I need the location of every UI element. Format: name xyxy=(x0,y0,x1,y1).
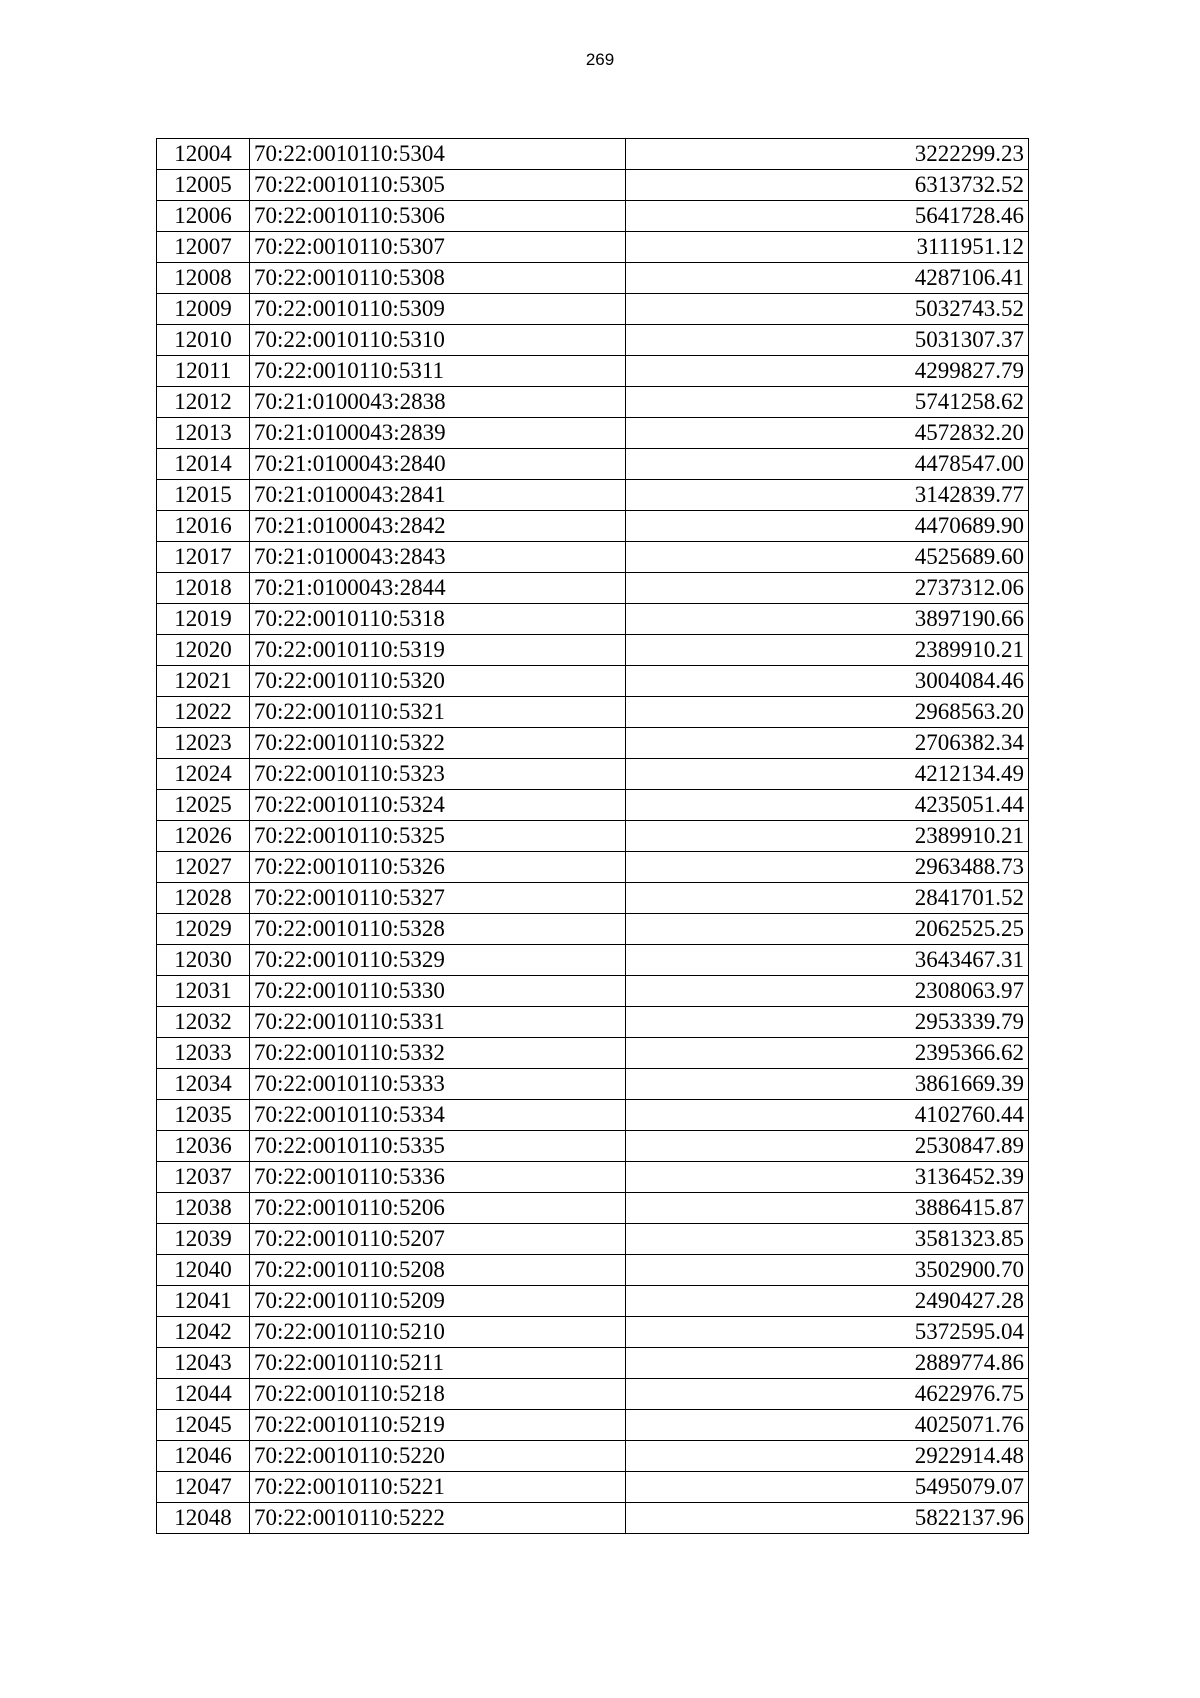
row-number-cell: 12037 xyxy=(157,1162,250,1193)
cadastral-value-cell: 2395366.62 xyxy=(626,1038,1029,1069)
cadastral-value-cell: 3897190.66 xyxy=(626,604,1029,635)
table-row xyxy=(157,1410,1029,1441)
table-row xyxy=(157,914,1029,945)
cadastral-value-cell: 2530847.89 xyxy=(626,1131,1029,1162)
table-row xyxy=(157,294,1029,325)
cadastral-value-cell: 4622976.75 xyxy=(626,1379,1029,1410)
cadastral-number-cell: 70:21:0100043:2843 xyxy=(250,542,626,573)
table-row xyxy=(157,418,1029,449)
table-row xyxy=(157,1069,1029,1100)
row-number-cell: 12013 xyxy=(157,418,250,449)
cadastral-value-cell: 5822137.96 xyxy=(626,1503,1029,1534)
table-row xyxy=(157,1038,1029,1069)
cadastral-number-cell: 70:22:0010110:5304 xyxy=(250,139,626,170)
cadastral-number-cell: 70:22:0010110:5210 xyxy=(250,1317,626,1348)
cadastral-number-cell: 70:22:0010110:5219 xyxy=(250,1410,626,1441)
table-row xyxy=(157,1100,1029,1131)
table-row xyxy=(157,1472,1029,1503)
table-row xyxy=(157,666,1029,697)
row-number-cell: 12007 xyxy=(157,232,250,263)
cadastral-value-cell: 4470689.90 xyxy=(626,511,1029,542)
row-number-cell: 12034 xyxy=(157,1069,250,1100)
table-row xyxy=(157,1286,1029,1317)
table-row xyxy=(157,201,1029,232)
cadastral-number-cell: 70:22:0010110:5222 xyxy=(250,1503,626,1534)
cadastral-number-cell: 70:22:0010110:5308 xyxy=(250,263,626,294)
cadastral-number-cell: 70:22:0010110:5321 xyxy=(250,697,626,728)
row-number-cell: 12031 xyxy=(157,976,250,1007)
cadastral-value-cell: 4102760.44 xyxy=(626,1100,1029,1131)
page-number: 269 xyxy=(585,50,615,69)
cadastral-number-cell: 70:22:0010110:5325 xyxy=(250,821,626,852)
table-body xyxy=(157,139,1029,1534)
cadastral-number-cell: 70:22:0010110:5208 xyxy=(250,1255,626,1286)
cadastral-value-cell: 2389910.21 xyxy=(626,635,1029,666)
table-row xyxy=(157,1007,1029,1038)
table-row xyxy=(157,1255,1029,1286)
cadastral-number-cell: 70:22:0010110:5221 xyxy=(250,1472,626,1503)
cadastral-number-cell: 70:22:0010110:5323 xyxy=(250,759,626,790)
cadastral-number-cell: 70:22:0010110:5328 xyxy=(250,914,626,945)
row-number-cell: 12036 xyxy=(157,1131,250,1162)
cadastral-number-cell: 70:22:0010110:5326 xyxy=(250,852,626,883)
row-number-cell: 12046 xyxy=(157,1441,250,1472)
cadastral-value-cell: 2889774.86 xyxy=(626,1348,1029,1379)
table-row xyxy=(157,945,1029,976)
cadastral-value-cell: 4235051.44 xyxy=(626,790,1029,821)
cadastral-number-cell: 70:22:0010110:5218 xyxy=(250,1379,626,1410)
table-row xyxy=(157,728,1029,759)
cadastral-value-cell: 2737312.06 xyxy=(626,573,1029,604)
cadastral-value-table xyxy=(156,138,1029,1534)
cadastral-number-cell: 70:22:0010110:5322 xyxy=(250,728,626,759)
cadastral-value-cell: 2706382.34 xyxy=(626,728,1029,759)
cadastral-value-cell: 6313732.52 xyxy=(626,170,1029,201)
cadastral-number-cell: 70:21:0100043:2838 xyxy=(250,387,626,418)
row-number-cell: 12039 xyxy=(157,1224,250,1255)
table-row xyxy=(157,356,1029,387)
row-number-cell: 12045 xyxy=(157,1410,250,1441)
cadastral-value-cell: 4478547.00 xyxy=(626,449,1029,480)
table-row xyxy=(157,1441,1029,1472)
cadastral-number-cell: 70:22:0010110:5309 xyxy=(250,294,626,325)
table-row xyxy=(157,1317,1029,1348)
cadastral-number-cell: 70:22:0010110:5332 xyxy=(250,1038,626,1069)
row-number-cell: 12029 xyxy=(157,914,250,945)
table-row xyxy=(157,449,1029,480)
cadastral-number-cell: 70:22:0010110:5329 xyxy=(250,945,626,976)
cadastral-number-cell: 70:21:0100043:2842 xyxy=(250,511,626,542)
row-number-cell: 12017 xyxy=(157,542,250,573)
cadastral-number-cell: 70:22:0010110:5306 xyxy=(250,201,626,232)
cadastral-number-cell: 70:22:0010110:5207 xyxy=(250,1224,626,1255)
cadastral-number-cell: 70:22:0010110:5211 xyxy=(250,1348,626,1379)
cadastral-value-cell: 4287106.41 xyxy=(626,263,1029,294)
cadastral-value-cell: 3886415.87 xyxy=(626,1193,1029,1224)
row-number-cell: 12032 xyxy=(157,1007,250,1038)
table-row xyxy=(157,976,1029,1007)
cadastral-value-cell: 2308063.97 xyxy=(626,976,1029,1007)
cadastral-number-cell: 70:22:0010110:5206 xyxy=(250,1193,626,1224)
row-number-cell: 12009 xyxy=(157,294,250,325)
cadastral-value-cell: 3142839.77 xyxy=(626,480,1029,511)
cadastral-value-cell: 5641728.46 xyxy=(626,201,1029,232)
table-row xyxy=(157,635,1029,666)
table-row xyxy=(157,1193,1029,1224)
cadastral-value-cell: 5372595.04 xyxy=(626,1317,1029,1348)
cadastral-number-cell: 70:22:0010110:5334 xyxy=(250,1100,626,1131)
cadastral-value-cell: 4212134.49 xyxy=(626,759,1029,790)
cadastral-number-cell: 70:22:0010110:5327 xyxy=(250,883,626,914)
row-number-cell: 12010 xyxy=(157,325,250,356)
cadastral-number-cell: 70:22:0010110:5335 xyxy=(250,1131,626,1162)
cadastral-number-cell: 70:21:0100043:2841 xyxy=(250,480,626,511)
table-row xyxy=(157,759,1029,790)
row-number-cell: 12033 xyxy=(157,1038,250,1069)
cadastral-value-cell: 2968563.20 xyxy=(626,697,1029,728)
cadastral-number-cell: 70:21:0100043:2844 xyxy=(250,573,626,604)
table-row xyxy=(157,1131,1029,1162)
cadastral-number-cell: 70:22:0010110:5336 xyxy=(250,1162,626,1193)
cadastral-value-cell: 2953339.79 xyxy=(626,1007,1029,1038)
row-number-cell: 12041 xyxy=(157,1286,250,1317)
table-row xyxy=(157,697,1029,728)
row-number-cell: 12019 xyxy=(157,604,250,635)
table-row xyxy=(157,790,1029,821)
table-row xyxy=(157,511,1029,542)
cadastral-number-cell: 70:22:0010110:5319 xyxy=(250,635,626,666)
cadastral-value-cell: 4025071.76 xyxy=(626,1410,1029,1441)
cadastral-value-cell: 2963488.73 xyxy=(626,852,1029,883)
row-number-cell: 12012 xyxy=(157,387,250,418)
table-row xyxy=(157,387,1029,418)
cadastral-number-cell: 70:22:0010110:5320 xyxy=(250,666,626,697)
cadastral-value-cell: 5031307.37 xyxy=(626,325,1029,356)
row-number-cell: 12025 xyxy=(157,790,250,821)
row-number-cell: 12014 xyxy=(157,449,250,480)
cadastral-number-cell: 70:22:0010110:5307 xyxy=(250,232,626,263)
cadastral-value-cell: 3136452.39 xyxy=(626,1162,1029,1193)
row-number-cell: 12048 xyxy=(157,1503,250,1534)
table-row xyxy=(157,1224,1029,1255)
table-row xyxy=(157,542,1029,573)
cadastral-number-cell: 70:22:0010110:5330 xyxy=(250,976,626,1007)
cadastral-value-cell: 2841701.52 xyxy=(626,883,1029,914)
row-number-cell: 12047 xyxy=(157,1472,250,1503)
row-number-cell: 12043 xyxy=(157,1348,250,1379)
table-row xyxy=(157,263,1029,294)
row-number-cell: 12021 xyxy=(157,666,250,697)
row-number-cell: 12024 xyxy=(157,759,250,790)
cadastral-number-cell: 70:21:0100043:2840 xyxy=(250,449,626,480)
row-number-cell: 12028 xyxy=(157,883,250,914)
row-number-cell: 12040 xyxy=(157,1255,250,1286)
row-number-cell: 12027 xyxy=(157,852,250,883)
cadastral-value-cell: 3502900.70 xyxy=(626,1255,1029,1286)
row-number-cell: 12006 xyxy=(157,201,250,232)
cadastral-number-cell: 70:22:0010110:5220 xyxy=(250,1441,626,1472)
cadastral-number-cell: 70:22:0010110:5305 xyxy=(250,170,626,201)
row-number-cell: 12015 xyxy=(157,480,250,511)
row-number-cell: 12023 xyxy=(157,728,250,759)
table-row xyxy=(157,1348,1029,1379)
cadastral-number-cell: 70:22:0010110:5318 xyxy=(250,604,626,635)
table-row xyxy=(157,1503,1029,1534)
table-row xyxy=(157,852,1029,883)
cadastral-value-cell: 3581323.85 xyxy=(626,1224,1029,1255)
cadastral-value-cell: 4525689.60 xyxy=(626,542,1029,573)
row-number-cell: 12005 xyxy=(157,170,250,201)
row-number-cell: 12018 xyxy=(157,573,250,604)
row-number-cell: 12038 xyxy=(157,1193,250,1224)
cadastral-value-cell: 3111951.12 xyxy=(626,232,1029,263)
cadastral-value-cell: 2490427.28 xyxy=(626,1286,1029,1317)
row-number-cell: 12016 xyxy=(157,511,250,542)
table-row xyxy=(157,170,1029,201)
cadastral-number-cell: 70:22:0010110:5310 xyxy=(250,325,626,356)
cadastral-value-cell: 4572832.20 xyxy=(626,418,1029,449)
row-number-cell: 12020 xyxy=(157,635,250,666)
cadastral-value-cell: 2389910.21 xyxy=(626,821,1029,852)
table-row xyxy=(157,232,1029,263)
table-row xyxy=(157,1379,1029,1410)
cadastral-value-cell: 3222299.23 xyxy=(626,139,1029,170)
cadastral-value-cell: 5741258.62 xyxy=(626,387,1029,418)
cadastral-number-cell: 70:22:0010110:5311 xyxy=(250,356,626,387)
cadastral-number-cell: 70:22:0010110:5209 xyxy=(250,1286,626,1317)
table-row xyxy=(157,573,1029,604)
table-row xyxy=(157,604,1029,635)
row-number-cell: 12030 xyxy=(157,945,250,976)
table-row xyxy=(157,480,1029,511)
cadastral-value-cell: 2062525.25 xyxy=(626,914,1029,945)
cadastral-value-cell: 4299827.79 xyxy=(626,356,1029,387)
row-number-cell: 12026 xyxy=(157,821,250,852)
row-number-cell: 12004 xyxy=(157,139,250,170)
cadastral-number-cell: 70:22:0010110:5333 xyxy=(250,1069,626,1100)
cadastral-value-cell: 5495079.07 xyxy=(626,1472,1029,1503)
table-row xyxy=(157,883,1029,914)
table-row xyxy=(157,821,1029,852)
cadastral-number-cell: 70:21:0100043:2839 xyxy=(250,418,626,449)
row-number-cell: 12035 xyxy=(157,1100,250,1131)
cadastral-number-cell: 70:22:0010110:5324 xyxy=(250,790,626,821)
row-number-cell: 12008 xyxy=(157,263,250,294)
row-number-cell: 12044 xyxy=(157,1379,250,1410)
table-row xyxy=(157,1162,1029,1193)
cadastral-value-cell: 3643467.31 xyxy=(626,945,1029,976)
row-number-cell: 12042 xyxy=(157,1317,250,1348)
cadastral-value-cell: 3004084.46 xyxy=(626,666,1029,697)
cadastral-value-cell: 3861669.39 xyxy=(626,1069,1029,1100)
table-row xyxy=(157,325,1029,356)
cadastral-number-cell: 70:22:0010110:5331 xyxy=(250,1007,626,1038)
cadastral-value-cell: 2922914.48 xyxy=(626,1441,1029,1472)
row-number-cell: 12011 xyxy=(157,356,250,387)
row-number-cell: 12022 xyxy=(157,697,250,728)
cadastral-value-cell: 5032743.52 xyxy=(626,294,1029,325)
table-row xyxy=(157,139,1029,170)
